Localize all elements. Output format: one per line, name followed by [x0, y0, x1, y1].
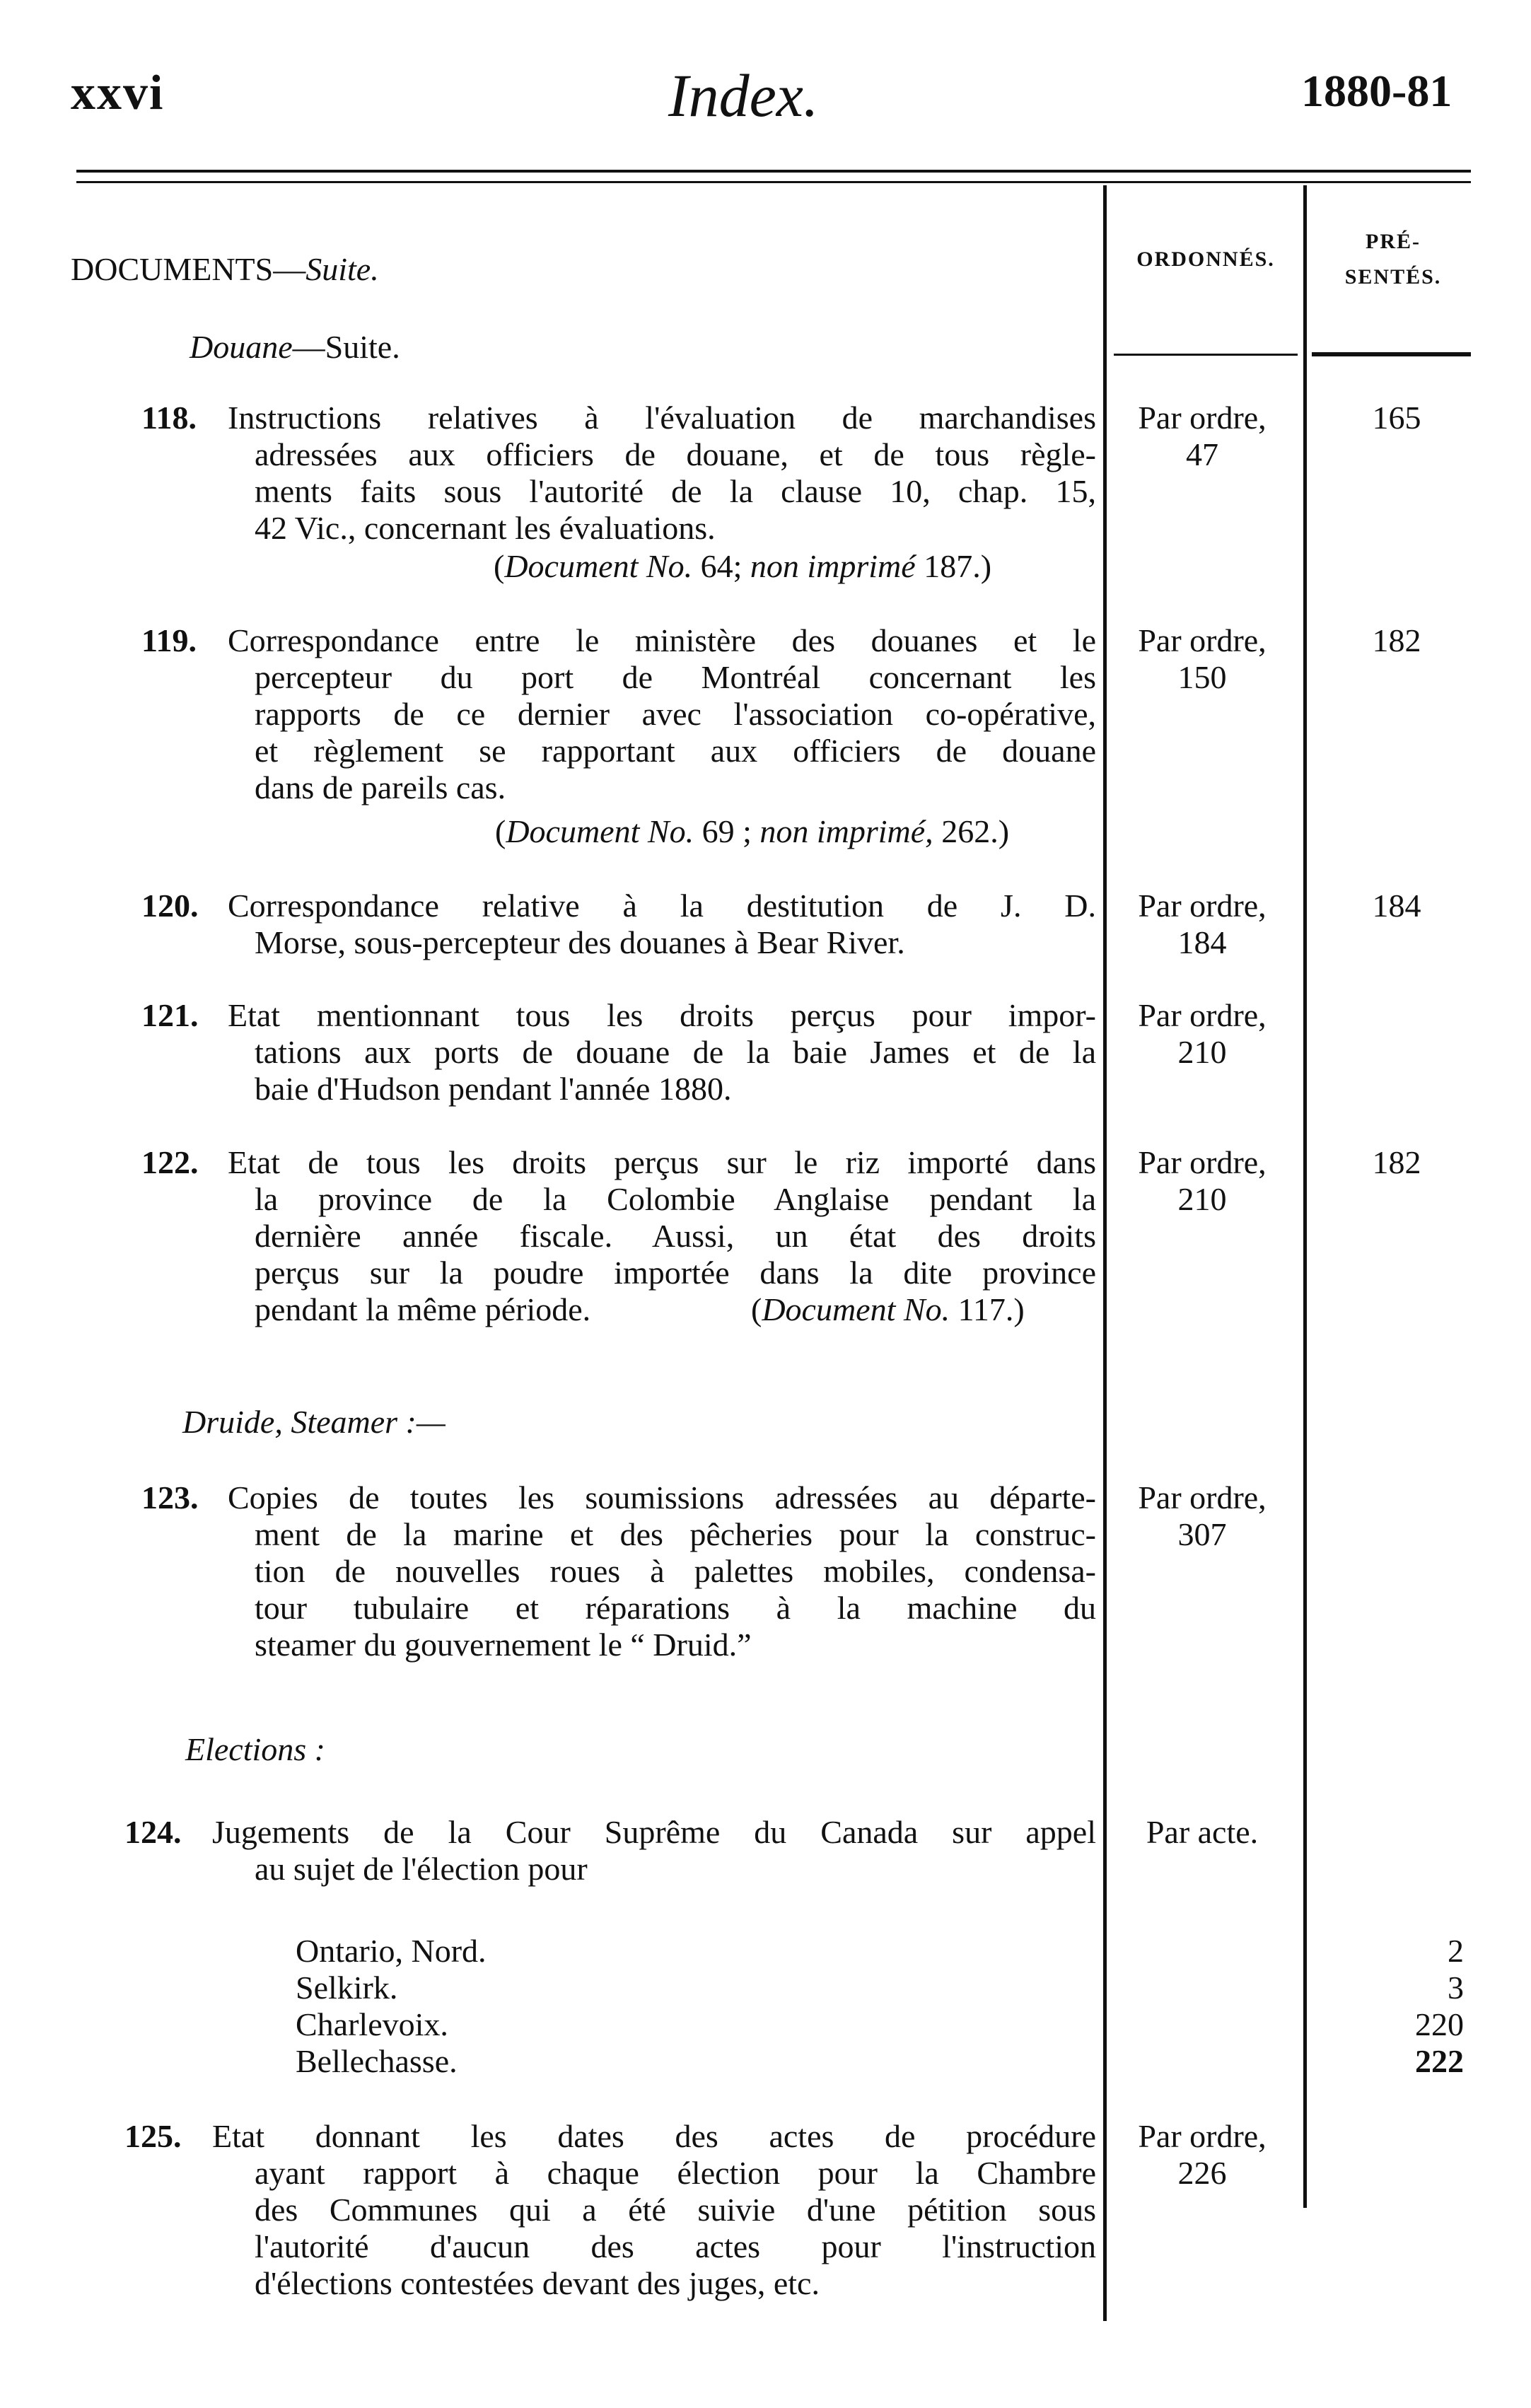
- entry-line: des Communes qui a été suivie d'une pétition sous: [255, 2192, 1096, 2228]
- ordered-value: Par ordre,: [1138, 622, 1267, 658]
- election-item: Bellechasse.: [296, 2043, 458, 2079]
- ordered-value: Par ordre,: [1138, 2118, 1267, 2154]
- presented-value: 184: [1372, 888, 1421, 924]
- entry-line: l'autorité d'aucun des actes pour l'instruction: [255, 2228, 1096, 2264]
- entry-number: 124.: [124, 1814, 182, 1850]
- ordered-value: Par ordre,: [1138, 997, 1267, 1033]
- subsection-druide: Druide, Steamer :—: [182, 1404, 446, 1440]
- entry-number: 123.: [141, 1479, 199, 1516]
- presented-value: 165: [1372, 400, 1421, 436]
- document-reference: (Document No. 69 ; non imprimé, 262.): [495, 813, 1010, 849]
- election-item: Selkirk.: [296, 1970, 398, 2006]
- entry-line: percepteur du port de Montréal concernant les: [255, 659, 1096, 695]
- column-header-presented-line2: SENTÉS.: [1344, 265, 1442, 289]
- entry-number: 122.: [141, 1144, 199, 1180]
- entry-line: Etat de tous les droits perçus sur le riz importé dans: [228, 1144, 1096, 1180]
- election-presented: 2: [1448, 1933, 1464, 1969]
- entry-line: dans de pareils cas.: [255, 769, 506, 805]
- entry-line: rapports de ce dernier avec l'association co-opérative,: [255, 696, 1096, 732]
- ordered-number: 47: [1186, 436, 1218, 472]
- document-reference: (Document No. 64; non imprimé 187.): [494, 548, 992, 584]
- election-presented: 220: [1415, 2006, 1464, 2042]
- entry-line: et règlement se rapportant aux officiers de douane: [255, 733, 1096, 769]
- subsection-elections: Elections :: [185, 1731, 325, 1767]
- entry-line: Jugements de la Cour Suprême du Canada sur appel: [212, 1814, 1096, 1850]
- entry-line: Copies de toutes les soumissions adressées au départe-: [228, 1479, 1096, 1516]
- entry-line: Etat donnant les dates des actes de procédure: [212, 2118, 1096, 2154]
- entry-line: Correspondance relative à la destitution de J. D.: [228, 888, 1096, 924]
- presented-value: 182: [1372, 622, 1421, 658]
- entry-line: ment de la marine et des pêcheries pour la construc-: [255, 1516, 1096, 1552]
- section-title: DOCUMENTS—Suite.: [71, 251, 379, 287]
- page-number: xxvi: [71, 66, 165, 120]
- entry-line: pendant la même période.: [255, 1291, 591, 1327]
- column-divider-right: [1303, 185, 1307, 2208]
- header-rule-bottom: [76, 181, 1471, 183]
- entry-line: Morse, sous-percepteur des douanes à Bear River.: [255, 924, 905, 960]
- entry-number: 118.: [141, 400, 197, 436]
- entry-line: au sujet de l'élection pour: [255, 1851, 588, 1887]
- ordered-value: Par ordre,: [1138, 1144, 1267, 1180]
- entry-number: 120.: [141, 888, 199, 924]
- ordered-value: Par acte.: [1146, 1814, 1259, 1850]
- document-reference: (Document No. 117.): [751, 1291, 1025, 1327]
- entry-line: tion de nouvelles roues à palettes mobiles, condensa-: [255, 1553, 1096, 1589]
- column-header-presented-line1: PRÉ-: [1366, 230, 1421, 253]
- ordered-number: 307: [1177, 1516, 1227, 1552]
- header-rule-top: [76, 170, 1471, 173]
- entry-line: tations aux ports de douane de la baie James et de la: [255, 1034, 1096, 1070]
- entry-line: baie d'Hudson pendant l'année 1880.: [255, 1071, 732, 1107]
- entry-line: steamer du gouvernement le “ Druid.”: [255, 1627, 752, 1663]
- election-item: Charlevoix.: [296, 2006, 448, 2042]
- ordered-number: 210: [1177, 1034, 1227, 1070]
- page-title: Index.: [668, 62, 819, 129]
- entry-line: ayant rapport à chaque élection pour la Chambre: [255, 2155, 1096, 2191]
- election-item: Ontario, Nord.: [296, 1933, 487, 1969]
- election-presented: 222: [1415, 2043, 1464, 2079]
- entry-number: 125.: [124, 2118, 182, 2154]
- ordered-number: 226: [1177, 2155, 1227, 2191]
- entry-line: adressées aux officiers de douane, et de tous règle-: [255, 436, 1096, 472]
- entry-line: perçus sur la poudre importée dans la dite province: [255, 1255, 1096, 1291]
- column-header-underline-presented: [1312, 352, 1471, 356]
- ordered-value: Par ordre,: [1138, 1479, 1267, 1516]
- presented-value: 182: [1372, 1144, 1421, 1180]
- column-header-ordered: ORDONNÉS.: [1136, 248, 1275, 271]
- column-divider-left: [1103, 185, 1107, 2321]
- ordered-number: 184: [1177, 924, 1227, 960]
- entry-line: d'élections contestées devant des juges, etc.: [255, 2265, 820, 2301]
- ordered-number: 210: [1177, 1181, 1227, 1217]
- column-header-underline-ordered: [1114, 354, 1298, 356]
- session-years: 1880-81: [1301, 66, 1453, 116]
- entry-number: 119.: [141, 622, 197, 658]
- ordered-number: 150: [1177, 659, 1227, 695]
- entry-line: Etat mentionnant tous les droits perçus pour impor-: [228, 997, 1096, 1033]
- entry-line: 42 Vic., concernant les évaluations.: [255, 510, 716, 546]
- election-presented: 3: [1448, 1970, 1464, 2006]
- entry-line: tour tubulaire et réparations à la machine du: [255, 1590, 1096, 1626]
- entry-line: la province de la Colombie Anglaise pendant la: [255, 1181, 1096, 1217]
- entry-line: ments faits sous l'autorité de la clause 10, chap. 15,: [255, 473, 1096, 509]
- entry-line: dernière année fiscale. Aussi, un état des droits: [255, 1218, 1096, 1254]
- entry-line: Instructions relatives à l'évaluation de marchandises: [228, 400, 1096, 436]
- ordered-value: Par ordre,: [1138, 400, 1267, 436]
- entry-number: 121.: [141, 997, 199, 1033]
- ordered-value: Par ordre,: [1138, 888, 1267, 924]
- entry-line: Correspondance entre le ministère des douanes et le: [228, 622, 1096, 658]
- subsection-douane: Douane—Suite.: [190, 329, 400, 365]
